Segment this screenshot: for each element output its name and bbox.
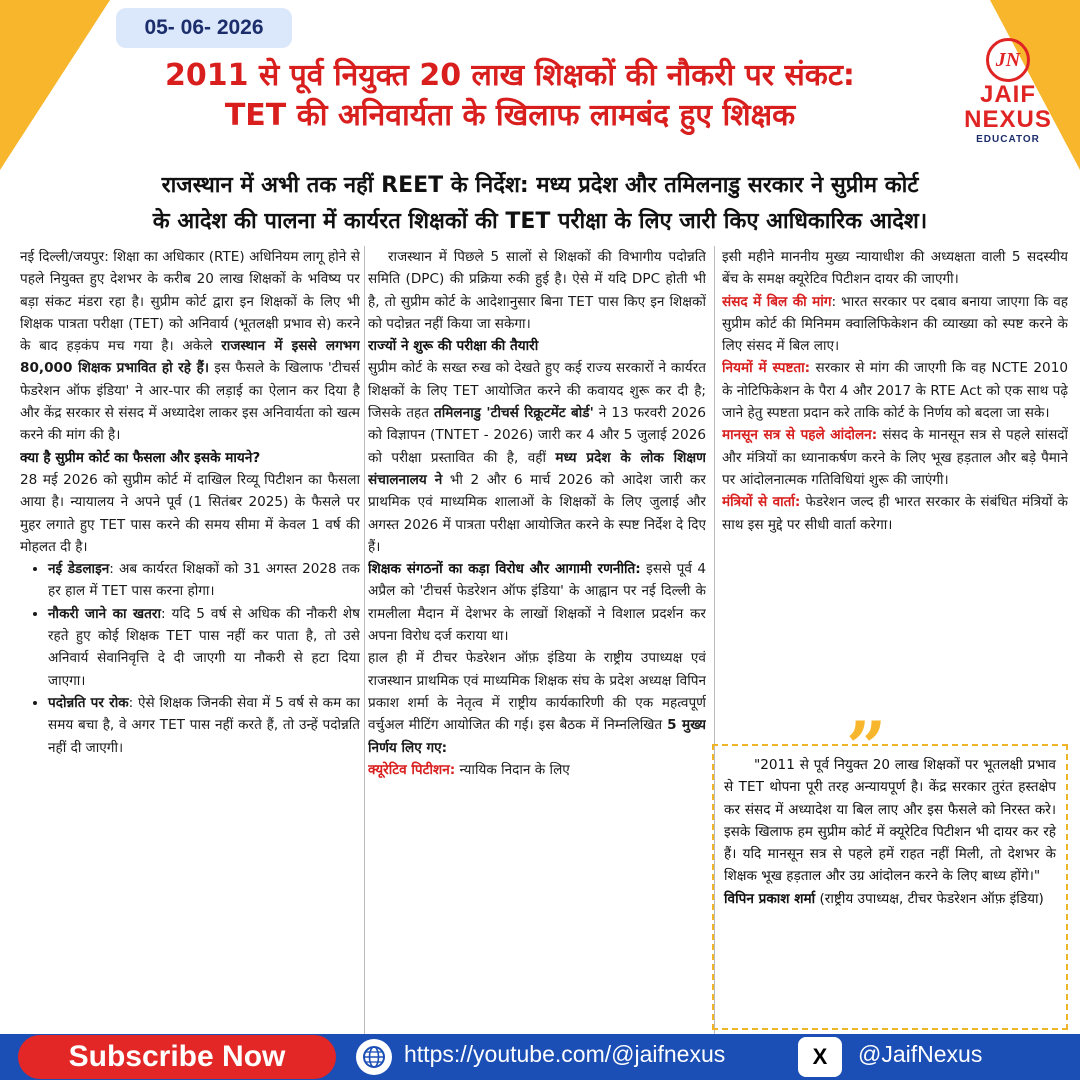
paragraph	[368, 357, 706, 558]
decision-label: मंत्रियों से वार्ता:	[722, 494, 801, 511]
brand-logo	[950, 38, 1066, 156]
paragraph	[722, 424, 1068, 491]
paragraph-text: नई दिल्ली/जयपुर: शिक्षा का अधिकार (RTE) अधिनियम लागू होने से पहले नियुक्त हुए देशभर के करीब 20 लाख शिक्षकों के भविष्य पर बड़ा संकट मंडरा रहा है। सुप्रीम कोर्ट द्वारा इन शिक्षकों के लिए भी शिक्षक पात्रता परीक्षा (TET) को अनिवार्य (भूतलक्षी प्रभाव से) करने के बाद हड़कंप मच गया है। अकेले	[20, 249, 360, 355]
paragraph	[722, 491, 1068, 536]
brand-logo-line-2: NEXUS	[964, 106, 1052, 133]
quote-text: "2011 से पूर्व नियुक्त 20 लाख शिक्षकों पर भूतलक्षी प्रभाव से TET थोपना पूरी तरह अन्यायपूर्ण है। केंद्र सरकार तुरंत हस्तक्षेप कर संसद में अध्यादेश या बिल लाए और इस फैसले को निरस्त करे। इसके खिलाफ हम सुप्रीम कोर्ट में क्यूरेटिव पिटीशन भी दायर कर रहे हैं। यदि मानसून सत्र से पहले हमें राहत नहीं मिली, तो देशभर के शिक्षक भूख हड़ताल और उग्र आंदोलन करने के लिए बाध्य होंगे।"	[724, 757, 1056, 885]
decision-label: मानसून सत्र से पहले आंदोलन:	[722, 427, 878, 444]
brand-logo-line-1: JAIF	[979, 81, 1036, 108]
section-heading: क्या है सुप्रीम कोर्ट का फैसला और इसके मायने?	[20, 449, 261, 466]
x-handle-link[interactable]: @JaifNexus	[858, 1041, 983, 1067]
highlight-text: तमिलनाडु 'टीचर्स रिक्रूटमेंट बोर्ड'	[434, 405, 594, 422]
article-column-3	[722, 246, 1068, 736]
paragraph-text: इससे पूर्व 4 अप्रैल को 'टीचर्स फेडरेशन ऑफ इंडिया' के आह्वान पर नई दिल्ली के रामलीला मैदान में देशभर के लाखों शिक्षकों ने विशाल प्रदर्शन कर अपना विरोध दर्ज कराया था।	[368, 561, 706, 645]
decision-label: नियमों में स्पष्टता:	[722, 360, 811, 377]
list-item	[48, 692, 360, 759]
paragraph-text: फेडरेशन जल्द ही भारत सरकार के संबंधित मंत्रियों के साथ इस मुद्दे पर सीधी वार्ता करेगा।	[722, 494, 1068, 533]
paragraph	[368, 647, 706, 758]
quote-author: विपिन प्रकाश शर्मा	[724, 890, 816, 907]
quote-box	[712, 744, 1068, 1030]
subheadline	[10, 168, 1070, 240]
paragraph: राजस्थान में पिछले 5 सालों से शिक्षकों की विभागीय पदोन्नति समिति (DPC) की प्रक्रिया रुकी हुई है। ऐसे में यदि DPC होती भी है, तो सुप्रीम कोर्ट के आदेशानुसार बिना TET पास किए इन शिक्षकों को पदोन्नत नहीं किया जा सकेगा।	[368, 249, 706, 332]
subscribe-button[interactable]: Subscribe Now	[18, 1035, 336, 1079]
bullet-list	[34, 558, 360, 759]
list-item-text: : यदि 5 वर्ष से अधिक की नौकरी शेष रहते हुए कोई शिक्षक TET पास नहीं कर पाता है, तो उसे अनिवार्य सेवानिवृत्ति दे दी जाएगी या नौकरी से हटा दिया जाएगा।	[48, 605, 360, 689]
paragraph: 28 मई 2026 को सुप्रीम कोर्ट में दाखिल रिव्यू पिटीशन का फैसला आया है। न्यायालय ने अपने पूर्व (1 सितंबर 2025) के फैसले पर मुहर लगाते हुए TET पास करने की समय सीमा में केवल 1 वर्ष की मोहलत दी है।	[20, 471, 360, 555]
list-item-label: नई डेडलाइन	[48, 561, 110, 578]
highlight-text: मध्य प्रदेश के लोक शिक्षण संचालनालय ने	[368, 449, 706, 488]
highlight-text: 5 मुख्य निर्णय लिए गए:	[368, 717, 706, 756]
article-column-2	[368, 246, 706, 1034]
paragraph	[368, 558, 706, 647]
paragraph-text: भी 2 और 6 मार्च 2026 को आदेश जारी कर प्राथमिक एवं माध्यमिक शालाओं के शिक्षकों के लिए जुलाई और अगस्त 2026 में पात्रता परीक्षा आयोजित करने के स्पष्ट निर्देश दे दिए हैं।	[368, 471, 706, 555]
paragraph	[722, 357, 1068, 424]
paragraph	[722, 291, 1068, 358]
subheadline-line-2: के आदेश की पालना में कार्यरत शिक्षकों की TET परीक्षा के लिए जारी किए आधिकारिक आदेश।	[152, 209, 928, 234]
decision-label: संसद में बिल की मांग	[722, 293, 832, 310]
quote-attribution	[724, 888, 1056, 910]
paragraph-text: संसद के मानसून सत्र से पहले सांसदों और मंत्रियों का ध्यानाकर्षण करने के लिए भूख हड़ताल और बड़े पैमाने पर आंदोलनात्मक गतिविधियां शुरू की जाएंगी।	[722, 427, 1068, 488]
list-item	[48, 603, 360, 692]
paragraph-text: न्यायिक निदान के लिए	[455, 761, 570, 778]
paragraph-text: : भारत सरकार पर दबाव बनाया जाएगा कि वह सुप्रीम कोर्ट की मिनिमम क्वालिफिकेशन की व्याख्या को स्पष्ट करने के लिए संसद में बिल लाए।	[722, 293, 1068, 355]
paragraph-text: सरकार से मांग की जाएगी कि वह NCTE 2010 के नोटिफिकेशन के पैरा 4 और 2017 के RTE Act को एक साथ पढ़े जाने हेतु स्पष्टता प्रदान करे ताकि कोर्ट के निर्णय को बदला जा सके।	[722, 360, 1068, 422]
highlight-text: राजस्थान में इससे लगभग 80,000 शिक्षक प्रभावित हो रहे हैं।	[20, 338, 360, 377]
paragraph	[20, 246, 360, 447]
headline-line-2: TET की अनिवार्यता के खिलाफ लामबंद हुए शिक्षक	[224, 98, 796, 133]
paragraph: इसी महीने माननीय मुख्य न्यायाधीश की अध्यक्षता वाली 5 सदस्यीय बेंच के समक्ष क्यूरेटिव पिटीशन दायर की जाएगी।	[722, 249, 1068, 288]
section-heading: शिक्षक संगठनों का कड़ा विरोध और आगामी रणनीति:	[368, 561, 641, 578]
paragraph-text: हाल ही में टीचर फेडरेशन ऑफ़ इंडिया के राष्ट्रीय उपाध्यक्ष एवं राजस्थान प्राथमिक एवं माध्यमिक शिक्षक संघ के प्रदेश अध्यक्ष विपिन प्रकाश शर्मा के नेतृत्व में राष्ट्रीय कार्यकारिणी की एक महत्वपूर्ण वर्चुअल मीटिंग आयोजित की गई। इस बैठक में निम्नलिखित	[368, 650, 706, 734]
list-item-text: : अब कार्यरत शिक्षकों को 31 अगस्त 2028 तक हर हाल में TET पास करना होगा।	[48, 561, 360, 600]
paragraph-text: इस फैसले के खिलाफ 'टीचर्स फेडरेशन ऑफ इंडिया' ने आर-पार की लड़ाई का ऐलान कर दिया है और केंद्र सरकार से संसद में अध्यादेश लाकर इस अनिवार्यता को खत्म करने की मांग की है।	[20, 360, 360, 444]
paragraph-text: ने 13 फरवरी 2026 को विज्ञापन (TNTET - 2026) जारी कर 4 और 5 जुलाई 2026 को परीक्षा प्रस्तावित की है, वहीं	[368, 405, 706, 466]
x-icon: X	[798, 1037, 842, 1077]
globe-icon-graphic	[362, 1045, 386, 1069]
quote-author-role: (राष्ट्रीय उपाध्यक्ष, टीचर फेडरेशन ऑफ़ इंडिया)	[815, 890, 1044, 907]
column-divider	[364, 246, 365, 1034]
subheadline-line-1: राजस्थान में अभी तक नहीं REET के निर्देश: मध्य प्रदेश और तमिलनाडु सरकार ने सुप्रीम कोर्ट	[161, 173, 919, 198]
list-item-text: : ऐसे शिक्षक जिनकी सेवा में 5 वर्ष से कम का समय बचा है, वे अगर TET पास नहीं करते हैं, तो उन्हें पदोन्नति नहीं दी जाएगी।	[48, 694, 360, 756]
quote-mark-icon: ”	[846, 706, 887, 789]
paragraph	[368, 759, 706, 781]
list-item	[48, 558, 360, 603]
youtube-link[interactable]: https://youtube.com/@jaifnexus	[404, 1041, 726, 1067]
headline-line-1: 2011 से पूर्व नियुक्त 20 लाख शिक्षकों की नौकरी पर संकट:	[165, 58, 855, 93]
article-column-1	[20, 246, 360, 1034]
paragraph-text: सुप्रीम कोर्ट के सख्त रुख को देखते हुए कई राज्य सरकारों ने कार्यरत शिक्षकों के लिए TET आयोजित करने की कवायद शुरू कर दी है; जिसके तहत	[368, 360, 706, 422]
brand-logo-tagline: EDUCATOR	[976, 134, 1040, 145]
globe-icon	[356, 1039, 392, 1075]
date-badge: 05- 06- 2026	[116, 8, 292, 48]
section-heading: राज्यों ने शुरू की परीक्षा की तैयारी	[368, 338, 539, 355]
list-item-label: पदोन्नति पर रोक	[48, 694, 129, 711]
decision-label: क्यूरेटिव पिटीशन:	[368, 761, 456, 778]
list-item-label: नौकरी जाने का खतरा	[48, 605, 161, 622]
headline	[60, 56, 960, 136]
brand-logo-mark: JN	[986, 38, 1030, 82]
